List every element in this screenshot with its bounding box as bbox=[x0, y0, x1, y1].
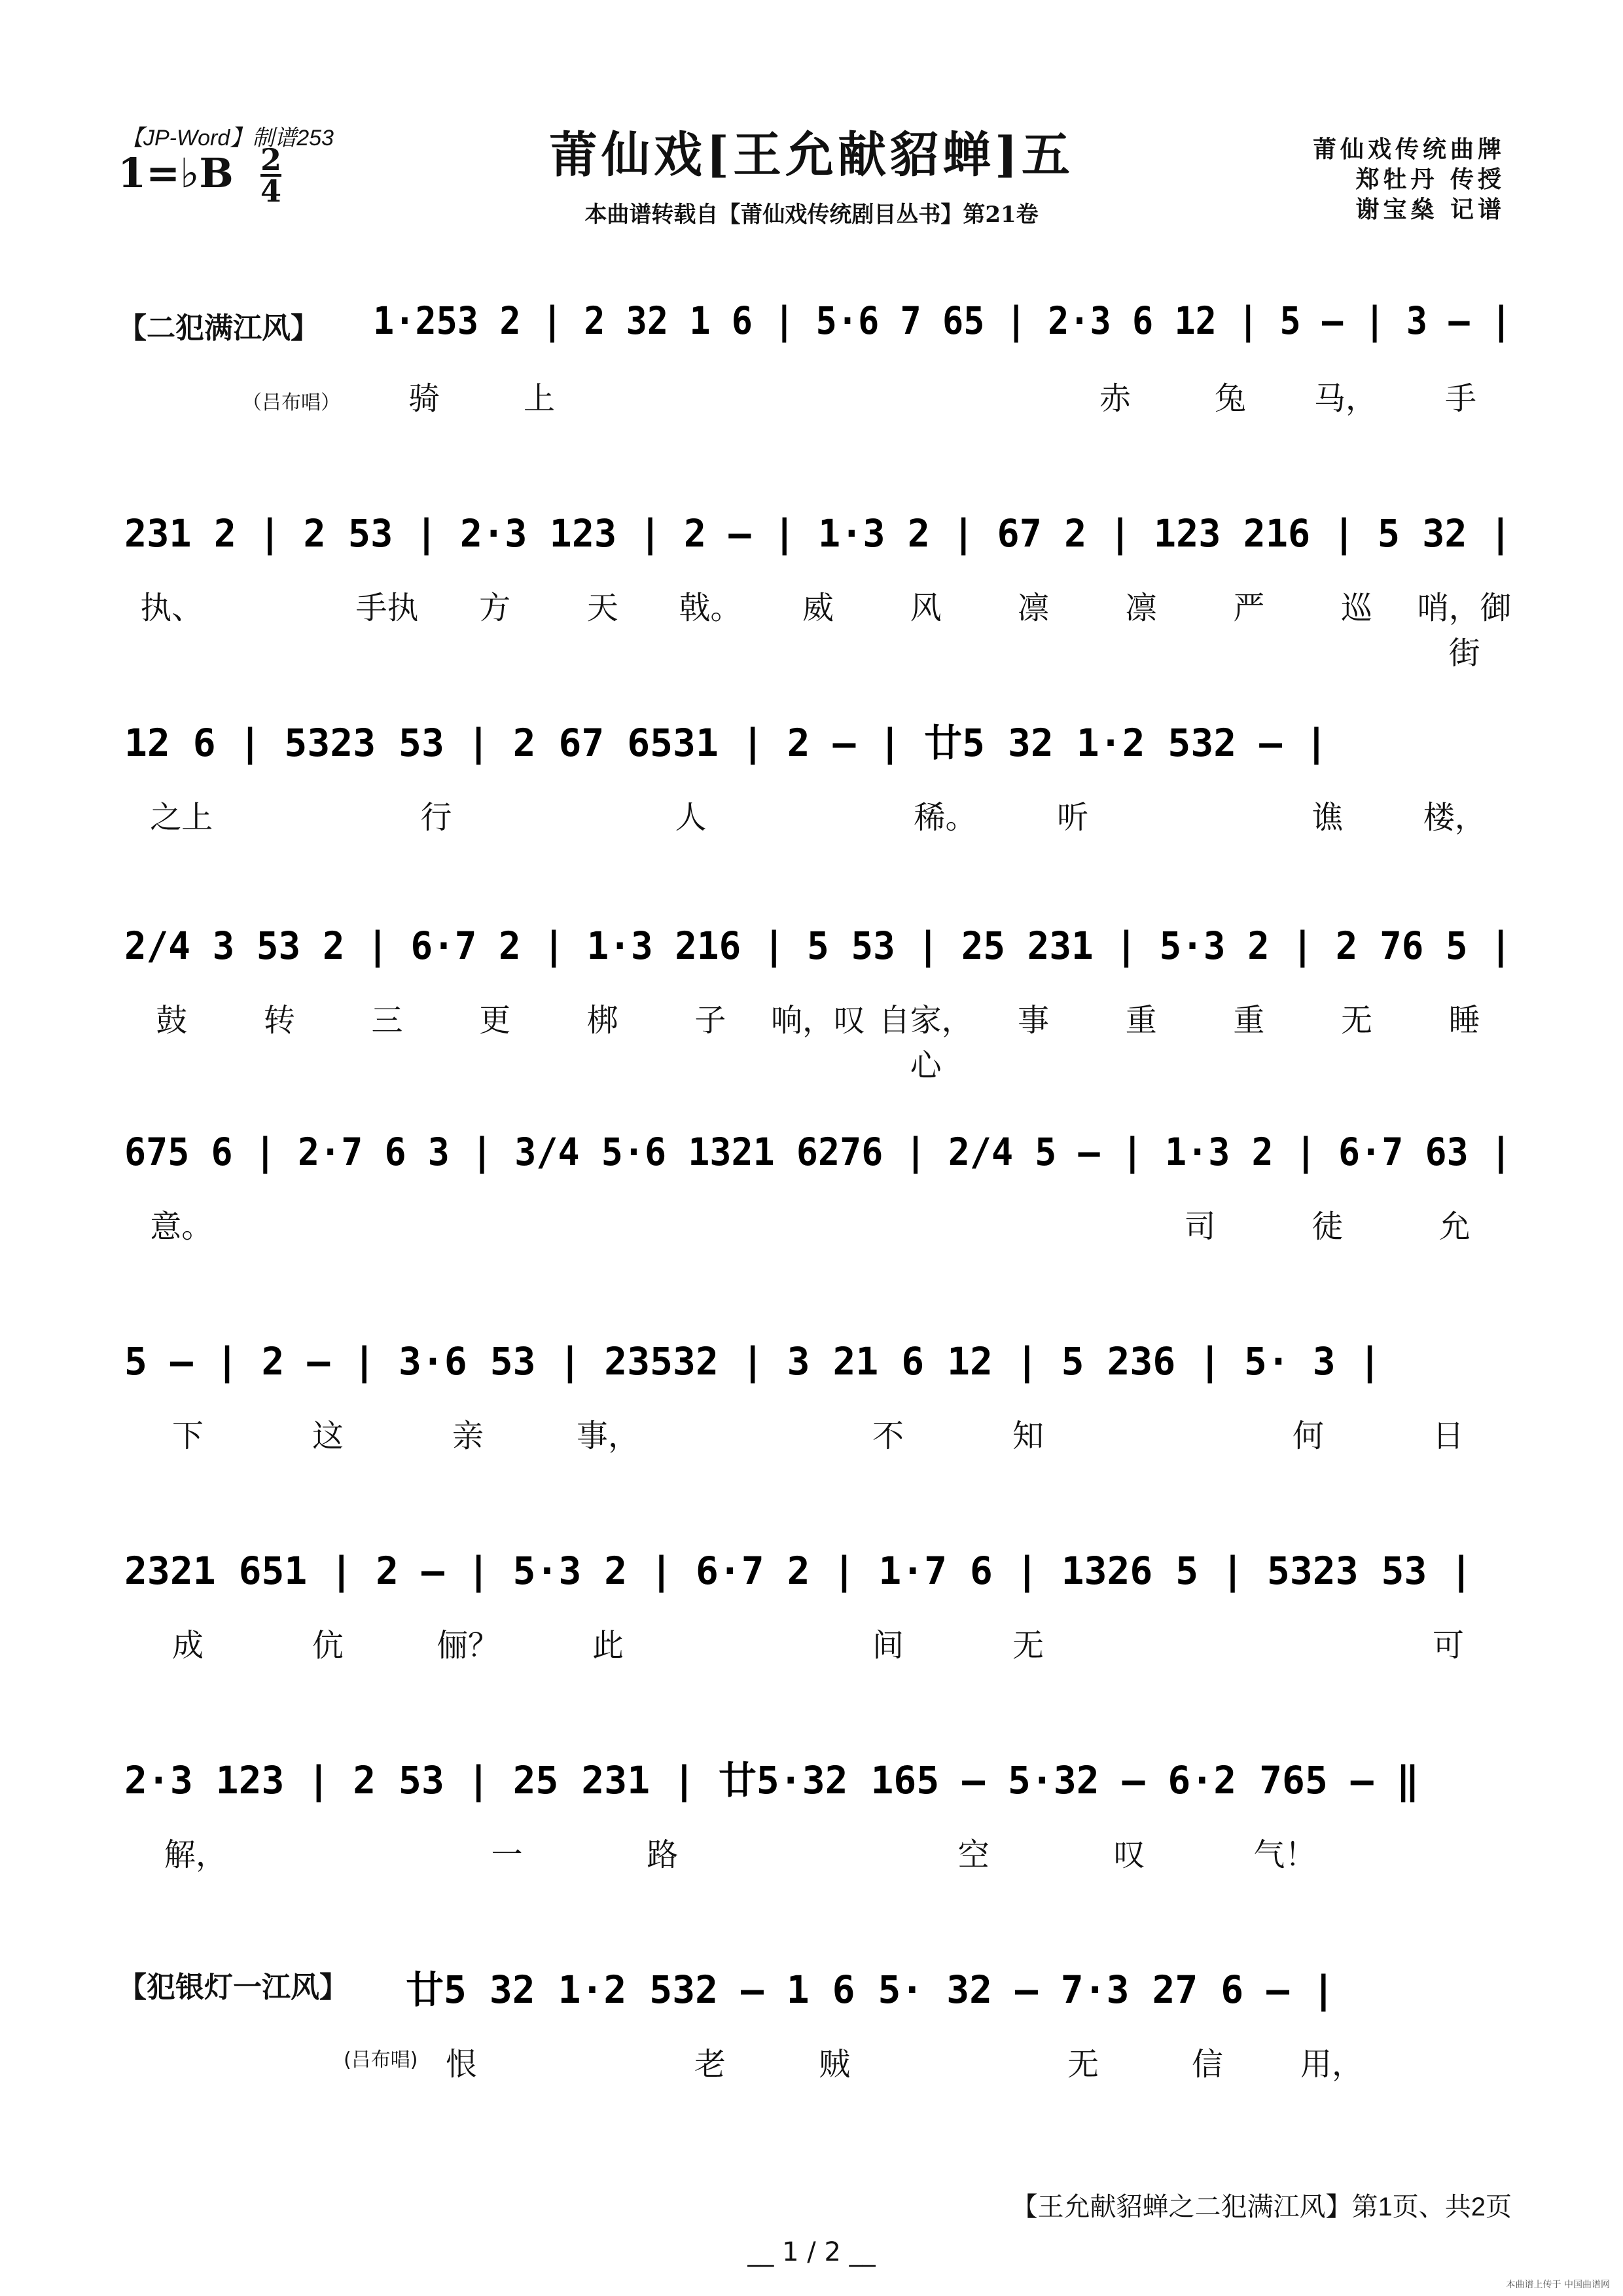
lyrics-8 bbox=[118, 1829, 1518, 1873]
lyric: 风 bbox=[910, 590, 942, 626]
lyrics-4 bbox=[118, 995, 1518, 1084]
lyric: 手 bbox=[1444, 380, 1476, 417]
lyric: 徒 bbox=[1311, 1208, 1344, 1245]
lyric: 允 bbox=[1438, 1208, 1471, 1245]
score-line-2 bbox=[118, 501, 1518, 672]
page-number: __ 1 / 2 __ bbox=[747, 2237, 876, 2267]
lyric bbox=[942, 373, 1058, 412]
lyric: 睡 bbox=[1448, 1002, 1480, 1039]
lyric bbox=[712, 373, 827, 412]
watermark: 本曲谱上传于 中国曲谱网 bbox=[1506, 2280, 1610, 2290]
singer-label-1: （吕布唱） bbox=[242, 391, 340, 414]
lyric: 此 bbox=[592, 1627, 624, 1664]
lyric bbox=[500, 792, 628, 831]
lyric: 梆 bbox=[586, 1002, 618, 1039]
lyric: 这 bbox=[312, 1418, 344, 1454]
lyrics-6 bbox=[118, 1410, 1518, 1454]
lyric bbox=[897, 2039, 1021, 2078]
notes-text-3: 12 6 | 5323 53 | 2 67 6531 | 2 – | 廿5 32 1·2 532 – | bbox=[124, 721, 1328, 765]
lyric: 无 bbox=[1341, 1002, 1373, 1039]
lyric bbox=[678, 1620, 818, 1659]
lyric bbox=[678, 1410, 818, 1450]
lyric: 叹 bbox=[1113, 1837, 1145, 1873]
lyric: 可 bbox=[1432, 1627, 1464, 1664]
lyric bbox=[1098, 1410, 1238, 1450]
lyric: 恨 bbox=[445, 2046, 477, 2083]
time-top: 2 bbox=[260, 142, 282, 177]
credit-line-1: 莆仙戏传统曲牌 bbox=[1312, 135, 1505, 163]
lyric: 成 bbox=[171, 1627, 204, 1664]
lyric: 老 bbox=[694, 2046, 726, 2083]
singer-label-2: (吕布唱) bbox=[344, 2049, 418, 2072]
time-bottom: 4 bbox=[260, 173, 282, 209]
lyric: 赤 bbox=[1099, 380, 1131, 417]
notes-text-5: 675 6 | 2·7 6 3 | 3/4 5·6 1321 6276 | 2/4 5 – | 1·3 2 | 6·7 63 | bbox=[124, 1130, 1512, 1174]
lyric: 凛 bbox=[1018, 590, 1050, 626]
lyric bbox=[627, 1201, 755, 1240]
lyric bbox=[882, 1201, 1009, 1240]
lyric bbox=[1394, 2039, 1518, 2078]
lyric: 解， bbox=[164, 1837, 227, 1873]
lyric: 戟。 bbox=[679, 590, 742, 626]
notation-2 bbox=[118, 501, 1518, 573]
lyric: 兔 bbox=[1214, 380, 1246, 417]
lyric: 威 bbox=[802, 590, 834, 626]
lyric: 意。 bbox=[150, 1208, 213, 1245]
notes-text-9: 廿5 32 1·2 532 – 1 6 5· 32 – 7·3 27 6 – | bbox=[406, 1967, 1335, 2012]
lyric bbox=[1136, 792, 1264, 831]
notation-3 bbox=[118, 710, 1518, 782]
credit-line-2: 郑牡丹 传授 bbox=[1355, 166, 1505, 193]
lyric: 俪？ bbox=[436, 1627, 499, 1664]
notes-text-6: 5 – | 2 – | 3·6 53 | 23532 | 3 21 6 12 | 5 236 | 5· 3 | bbox=[124, 1339, 1382, 1384]
lyric: 伉 bbox=[312, 1627, 344, 1664]
lyric bbox=[524, 2039, 648, 2078]
lyric: 三 bbox=[371, 1002, 403, 1039]
lyrics-2 bbox=[118, 583, 1518, 672]
lyric: 听 bbox=[1057, 799, 1089, 836]
lyric bbox=[1363, 1829, 1518, 1869]
lyric: 信 bbox=[1191, 2046, 1223, 2083]
score-line-4 bbox=[118, 913, 1518, 1084]
lyric: 无 bbox=[1012, 1627, 1044, 1664]
lyric: 事 bbox=[1018, 1002, 1050, 1039]
lyric: 手执 bbox=[355, 590, 419, 626]
lyric bbox=[827, 373, 942, 412]
lyrics-9 bbox=[399, 2039, 1518, 2083]
lyrics-7 bbox=[118, 1620, 1518, 1664]
lyrics-5 bbox=[118, 1201, 1518, 1245]
notation-6 bbox=[118, 1329, 1518, 1401]
lyrics-1 bbox=[366, 373, 1518, 417]
notes-text-7: 2321 651 | 2 – | 5·3 2 | 6·7 2 | 1·7 6 | 1326 5 | 5323 53 | bbox=[124, 1549, 1473, 1593]
key-signature: 1=♭B bbox=[118, 149, 234, 197]
notes-text-8: 2·3 123 | 2 53 | 25 231 | 廿5·32 165 – 5·32 – 6·2 765 – ‖ bbox=[124, 1758, 1419, 1803]
lyric: 上 bbox=[523, 380, 555, 417]
notes-text-2: 231 2 | 2 53 | 2·3 123 | 2 – | 1·3 2 | 67 2 | 123 216 | 5 32 | bbox=[124, 511, 1512, 556]
lyric: 间 bbox=[872, 1627, 904, 1664]
lyric: 用， bbox=[1300, 2046, 1363, 2083]
lyrics-3 bbox=[118, 792, 1518, 836]
lyric bbox=[372, 1201, 500, 1240]
lyric: 空 bbox=[957, 1837, 990, 1873]
lyric: 执、 bbox=[140, 590, 204, 626]
lyric: 鼓 bbox=[156, 1002, 188, 1039]
lyric bbox=[274, 1829, 429, 1869]
lyric bbox=[226, 583, 334, 622]
notation-5 bbox=[118, 1119, 1518, 1191]
notes-text-1: 1·253 2 | 2 32 1 6 | 5·6 7 65 | 2·3 6 12 | 5 – | 3 – | bbox=[373, 298, 1512, 343]
lyric: 日 bbox=[1432, 1418, 1464, 1454]
lyric: 马， bbox=[1313, 380, 1377, 417]
lyric bbox=[245, 1201, 373, 1240]
notation-1 bbox=[366, 288, 1518, 360]
notation-9 bbox=[399, 1957, 1518, 2029]
lyric: 方 bbox=[479, 590, 511, 626]
lyric: 下 bbox=[171, 1418, 204, 1454]
page-caption: 【王允献貂蝉之二犯满江风】第1页、共2页 bbox=[1011, 2193, 1512, 2221]
source-note: 本曲谱转载自【莆仙戏传统剧目丛书】第21卷 bbox=[584, 202, 1039, 228]
lyric: 骑 bbox=[408, 380, 440, 417]
lyric: 路 bbox=[647, 1837, 679, 1873]
lyric: 子 bbox=[694, 1002, 726, 1039]
score-line-7 bbox=[118, 1538, 1518, 1664]
lyric: 不 bbox=[872, 1418, 904, 1454]
lyric bbox=[755, 792, 882, 831]
lyric bbox=[755, 1201, 882, 1240]
lyric: 知 bbox=[1012, 1418, 1044, 1454]
credit-line-3: 谢宝燊 记谱 bbox=[1355, 196, 1505, 223]
lyric bbox=[1098, 1620, 1238, 1659]
lyric: 哨，御街 bbox=[1417, 590, 1512, 672]
lyric: 重 bbox=[1125, 1002, 1157, 1039]
score-line-1 bbox=[366, 288, 1518, 417]
maker-note: 【JP-Word】制谱253 bbox=[121, 126, 334, 151]
notes-text-4: 2/4 3 53 2 | 6·7 2 | 1·3 216 | 5 53 | 25 231 | 5·3 2 | 2 76 5 | bbox=[124, 924, 1512, 968]
score-line-9 bbox=[399, 1957, 1518, 2083]
lyric: 凛 bbox=[1125, 590, 1157, 626]
lyric: 司 bbox=[1184, 1208, 1216, 1245]
lyric: 严 bbox=[1233, 590, 1265, 626]
lyric: 谯 bbox=[1311, 799, 1344, 836]
lyric: 行 bbox=[420, 799, 452, 836]
lyric: 重 bbox=[1233, 1002, 1265, 1039]
lyric bbox=[597, 373, 712, 412]
lyric: 稀。 bbox=[914, 799, 977, 836]
lyric: 楼， bbox=[1423, 799, 1486, 836]
score-line-8 bbox=[118, 1748, 1518, 1873]
lyric: 更 bbox=[479, 1002, 511, 1039]
score-line-6 bbox=[118, 1329, 1518, 1454]
lyric bbox=[740, 1829, 896, 1869]
lyric: 事， bbox=[576, 1418, 639, 1454]
notation-7 bbox=[118, 1538, 1518, 1610]
lyric: 响，叹 bbox=[770, 1002, 865, 1039]
lyric: 一 bbox=[491, 1837, 523, 1873]
score-line-3 bbox=[118, 710, 1518, 836]
section-label-1: 【二犯满江风】 bbox=[118, 312, 319, 344]
lyric: 人 bbox=[675, 799, 707, 836]
lyric bbox=[245, 792, 373, 831]
page-title: 莆仙戏[王允献貂蝉]五 bbox=[548, 127, 1075, 183]
score-line-5 bbox=[118, 1119, 1518, 1245]
lyric: 无 bbox=[1067, 2046, 1099, 2083]
lyric: 亲 bbox=[452, 1418, 484, 1454]
lyric: 天 bbox=[586, 590, 618, 626]
lyric: 贼 bbox=[818, 2046, 850, 2083]
notation-4 bbox=[118, 913, 1518, 985]
section-label-2: 【犯银灯一江风】 bbox=[118, 1971, 348, 2003]
lyric: 之上 bbox=[150, 799, 213, 836]
lyric bbox=[1238, 1620, 1378, 1659]
notation-8 bbox=[118, 1748, 1518, 1820]
lyric: 何 bbox=[1292, 1418, 1324, 1454]
lyric bbox=[500, 1201, 628, 1240]
lyric: 自家，心 bbox=[878, 1002, 973, 1084]
lyric bbox=[1009, 1201, 1137, 1240]
lyric: 转 bbox=[263, 1002, 295, 1039]
lyric: 巡 bbox=[1341, 590, 1373, 626]
lyric: 气！ bbox=[1253, 1837, 1317, 1873]
